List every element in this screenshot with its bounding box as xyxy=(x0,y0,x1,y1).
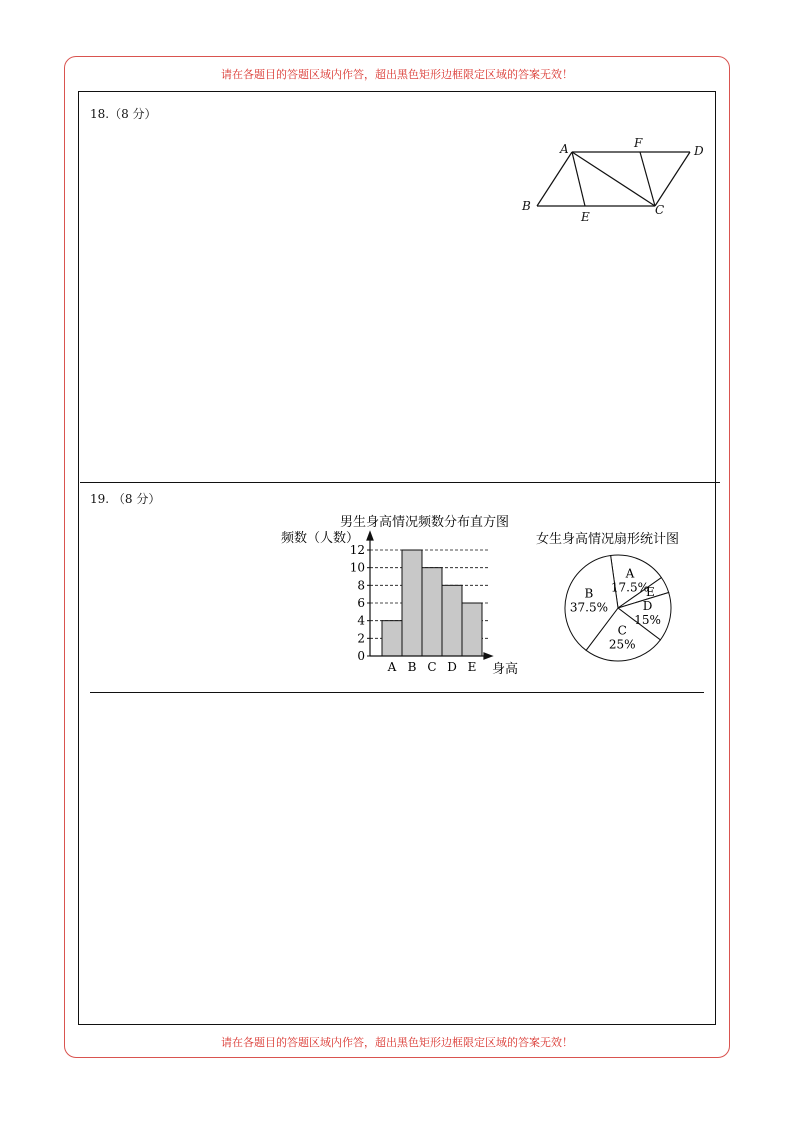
pie-slice-name-D: D xyxy=(642,599,653,614)
segment-AB xyxy=(537,152,572,206)
point-label-A: A xyxy=(560,142,569,156)
x-tick-label-D: D xyxy=(447,660,457,674)
x-tick-label-C: C xyxy=(427,660,437,674)
segment-DC xyxy=(655,152,690,206)
height-pie-chart xyxy=(533,528,713,663)
pie-slice-name-E: E xyxy=(645,585,655,600)
point-label-F: F xyxy=(634,136,643,150)
histogram-xlabel: 身高 xyxy=(492,662,519,677)
q19-label: 19. （8 分） xyxy=(90,492,161,506)
point-label-E: E xyxy=(581,210,590,224)
y-tick-label: 4 xyxy=(357,613,365,628)
pie-slice-name-B: B xyxy=(584,586,594,601)
parallelogram-figure xyxy=(515,135,715,225)
bar-B xyxy=(402,550,422,656)
pie-slice-percent-C: 25% xyxy=(608,637,636,652)
question-separator xyxy=(80,482,720,483)
height-histogram xyxy=(278,510,538,680)
y-axis-arrow xyxy=(367,532,373,540)
y-tick-label: 10 xyxy=(349,560,365,575)
x-tick-label-A: A xyxy=(387,660,397,674)
pie-slice-name-C: C xyxy=(617,623,627,638)
pie-title: 女生身高情况扇形统计图 xyxy=(536,532,680,547)
point-label-C: C xyxy=(655,203,665,217)
pie-slice-percent-B: 37.5% xyxy=(569,600,609,615)
answer-divider xyxy=(90,692,704,693)
point-label-D: D xyxy=(694,144,704,158)
histogram-ylabel: 频数（人数） xyxy=(281,531,360,546)
x-axis-arrow xyxy=(484,653,492,659)
y-tick-label: 0 xyxy=(357,649,365,663)
x-tick-label-B: B xyxy=(407,660,417,674)
y-tick-label: 8 xyxy=(357,578,365,593)
x-tick-label-E: E xyxy=(467,660,477,674)
histogram-title: 男生身高情况频数分布直方图 xyxy=(340,515,510,530)
bottom-notice: 请在各题目的答题区域内作答，超出黑色矩形边框限定区域的答案无效！ xyxy=(221,1036,573,1049)
bar-E xyxy=(462,603,482,656)
pie-slice-percent-A: 17.5% xyxy=(610,580,650,595)
bar-C xyxy=(422,568,442,656)
point-label-B: B xyxy=(522,199,531,213)
top-notice: 请在各题目的答题区域内作答，超出黑色矩形边框限定区域的答案无效！ xyxy=(221,68,573,81)
q18-label: 18.（8 分） xyxy=(90,107,157,121)
bar-D xyxy=(442,585,462,656)
pie-slice-name-A: A xyxy=(625,566,635,581)
y-tick-label: 12 xyxy=(349,543,365,557)
y-tick-label: 2 xyxy=(357,631,365,646)
bar-A xyxy=(382,621,402,656)
y-tick-label: 6 xyxy=(357,596,365,610)
pie-slice-percent-D: 15% xyxy=(634,613,661,628)
segment-AE xyxy=(572,152,585,206)
